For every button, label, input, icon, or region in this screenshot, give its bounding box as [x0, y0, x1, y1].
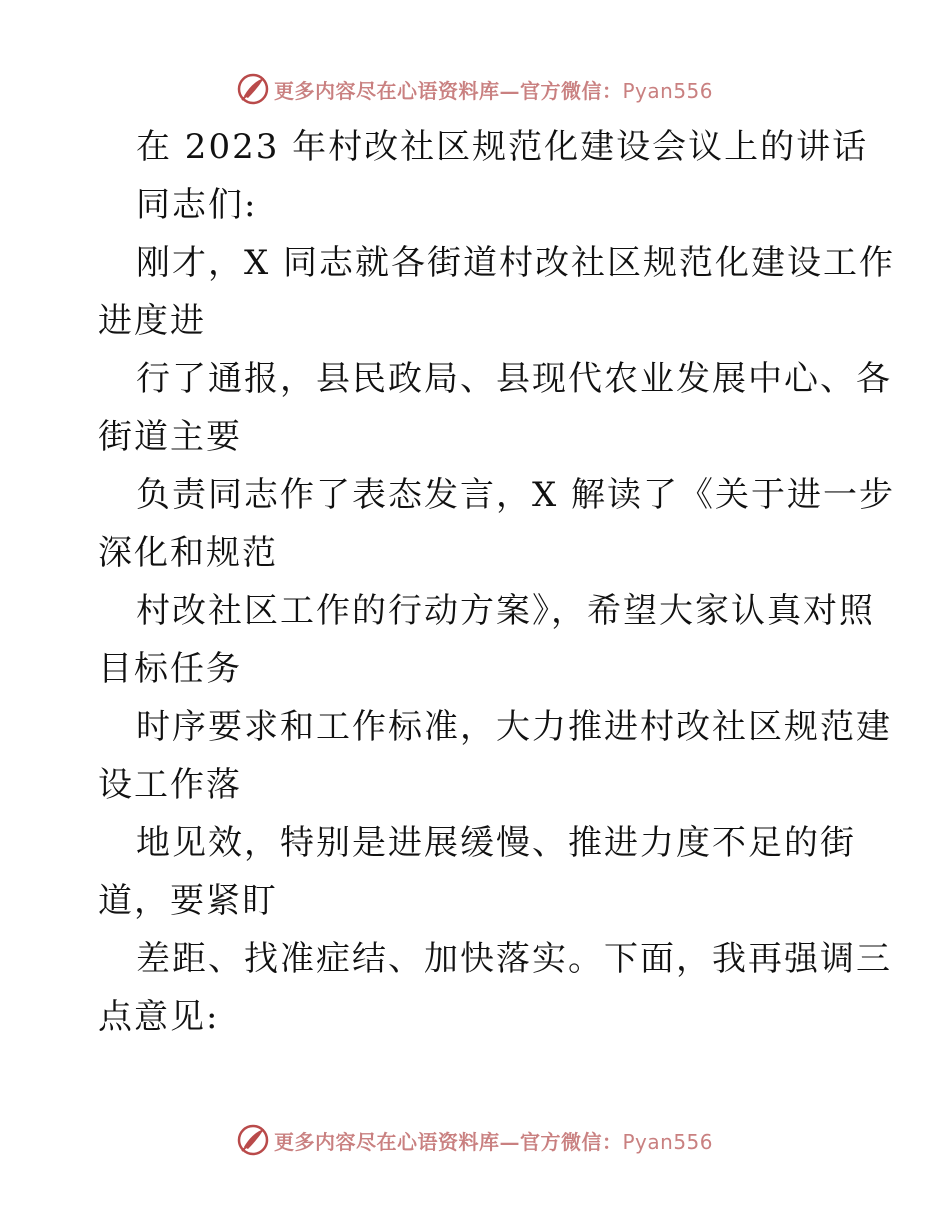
- text-line: 刚才，X 同志就各街道村改社区规范化建设工作: [136, 243, 896, 283]
- text-line: 道，要紧盯: [98, 881, 278, 921]
- text-line: 进度进: [98, 301, 206, 341]
- text-line: 差距、找准症结、加快落实。下面，我再强调三: [136, 939, 892, 979]
- quill-logo-icon: [236, 1123, 270, 1157]
- watermark-wechat-id: Pyan556: [622, 1129, 714, 1154]
- watermark-wechat-id: Pyan556: [622, 78, 714, 103]
- text-line: 深化和规范: [98, 533, 278, 573]
- text-line: 负责同志作了表态发言，X 解读了《关于进一步: [136, 475, 896, 515]
- quill-logo-icon: [236, 72, 270, 106]
- text-line: 行了通报，县民政局、县现代农业发展中心、各: [136, 359, 892, 399]
- text-line: 设工作落: [98, 765, 242, 805]
- text-line: 村改社区工作的行动方案》，希望大家认真对照: [136, 591, 875, 631]
- text-line: 地见效，特别是进展缓慢、推进力度不足的街: [136, 823, 856, 863]
- text-line: 目标任务: [98, 649, 242, 689]
- header-watermark: [236, 71, 713, 107]
- text-line: 点意见:: [98, 997, 220, 1037]
- watermark-text: 更多内容尽在心语资料库—官方微信：: [274, 78, 623, 103]
- text-line: 同志们:: [136, 185, 258, 225]
- document-body: [98, 118, 896, 1046]
- text-line: 在 2023 年村改社区规范化建设会议上的讲话: [136, 127, 869, 167]
- footer-watermark: [236, 1122, 713, 1158]
- text-line: 街道主要: [98, 417, 242, 457]
- text-line: 时序要求和工作标准，大力推进村改社区规范建: [136, 707, 892, 747]
- watermark-text: 更多内容尽在心语资料库—官方微信：: [274, 1129, 623, 1154]
